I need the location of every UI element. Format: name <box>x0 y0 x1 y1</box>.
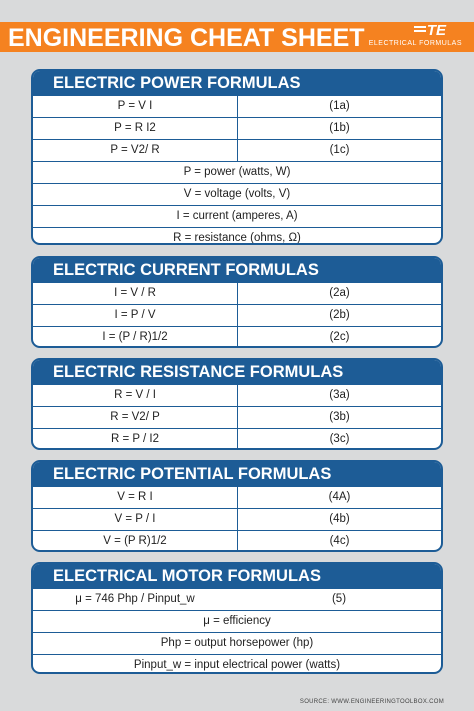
header-banner <box>0 22 474 52</box>
formula-reference: (2c) <box>329 331 350 343</box>
section-electric-current <box>31 256 443 348</box>
formula-row <box>33 428 441 450</box>
formula-row <box>33 384 441 406</box>
formula-expression: V = (P R)1/2 <box>33 531 238 552</box>
section-electric-potential <box>31 460 443 552</box>
formula-reference: (5) <box>331 593 347 605</box>
section-electric-power <box>31 69 443 245</box>
section-title: ELECTRIC POTENTIAL FORMULAS <box>33 462 441 486</box>
formula-row <box>33 326 441 348</box>
formula-reference: (4A) <box>328 491 351 503</box>
variable-note: Php = output horsepower (hp) <box>160 637 314 649</box>
formula-expression: V = P / I <box>33 509 238 530</box>
note-row <box>33 632 441 654</box>
page-title: ENGINEERING CHEAT SHEET <box>8 24 365 52</box>
formula-expression: μ = 746 Php / Pinput_w <box>75 593 195 605</box>
formula-row <box>33 588 441 610</box>
te-logo: TE <box>426 22 446 39</box>
formula-expression: I = (P / R)1/2 <box>33 327 238 348</box>
formula-expression: R = V / I <box>33 385 238 406</box>
formula-expression: I = P / V <box>33 305 238 326</box>
variable-note: P = power (watts, W) <box>183 166 291 178</box>
variable-note: μ = efficiency <box>203 615 271 627</box>
formula-expression: I = V / R <box>33 283 238 304</box>
formula-expression: V = R I <box>33 487 238 508</box>
section-electrical-motor <box>31 562 443 674</box>
formula-reference: (3a) <box>329 389 350 401</box>
formula-row <box>33 117 441 139</box>
formula-row <box>33 282 441 304</box>
formula-row <box>33 304 441 326</box>
formula-expression: P = R I2 <box>33 118 238 139</box>
formula-reference: (2a) <box>329 287 350 299</box>
formula-row <box>33 508 441 530</box>
formula-expression: R = P / I2 <box>33 429 238 450</box>
formula-row <box>33 139 441 161</box>
formula-reference: (1a) <box>329 100 350 112</box>
formula-reference: (1c) <box>329 144 350 156</box>
source-credit: SOURCE: WWW.ENGINEERINGTOOLBOX.COM <box>299 699 444 705</box>
formula-reference: (3b) <box>329 411 350 423</box>
section-title: ELECTRIC POWER FORMULAS <box>33 71 441 95</box>
section-title: ELECTRIC CURRENT FORMULAS <box>33 258 441 282</box>
formula-row <box>33 486 441 508</box>
formula-reference: (3c) <box>329 433 350 445</box>
formula-reference: (1b) <box>329 122 350 134</box>
formula-expression: P = V2/ R <box>33 140 238 161</box>
variable-note: I = current (amperes, A) <box>176 210 298 222</box>
section-electric-resistance <box>31 358 443 450</box>
note-row <box>33 654 441 674</box>
variable-note: V = voltage (volts, V) <box>183 188 291 200</box>
formula-row <box>33 406 441 428</box>
page-subtitle: ELECTRICAL FORMULAS <box>368 40 462 47</box>
variable-note: Pinput_w = input electrical power (watts) <box>133 659 341 671</box>
formula-expression: R = V2/ P <box>33 407 238 428</box>
formula-expression: P = V I <box>33 96 238 117</box>
note-row <box>33 161 441 183</box>
formula-row <box>33 95 441 117</box>
note-row <box>33 610 441 632</box>
formula-reference: (4b) <box>329 513 350 525</box>
note-row <box>33 205 441 227</box>
variable-note: R = resistance (ohms, Ω) <box>173 232 301 244</box>
section-title: ELECTRIC RESISTANCE FORMULAS <box>33 360 441 384</box>
te-logo-icon <box>414 26 426 36</box>
section-title: ELECTRICAL MOTOR FORMULAS <box>33 564 441 588</box>
note-row <box>33 183 441 205</box>
formula-reference: (4c) <box>329 535 350 547</box>
formula-row <box>33 530 441 552</box>
note-row <box>33 227 441 245</box>
formula-reference: (2b) <box>329 309 350 321</box>
